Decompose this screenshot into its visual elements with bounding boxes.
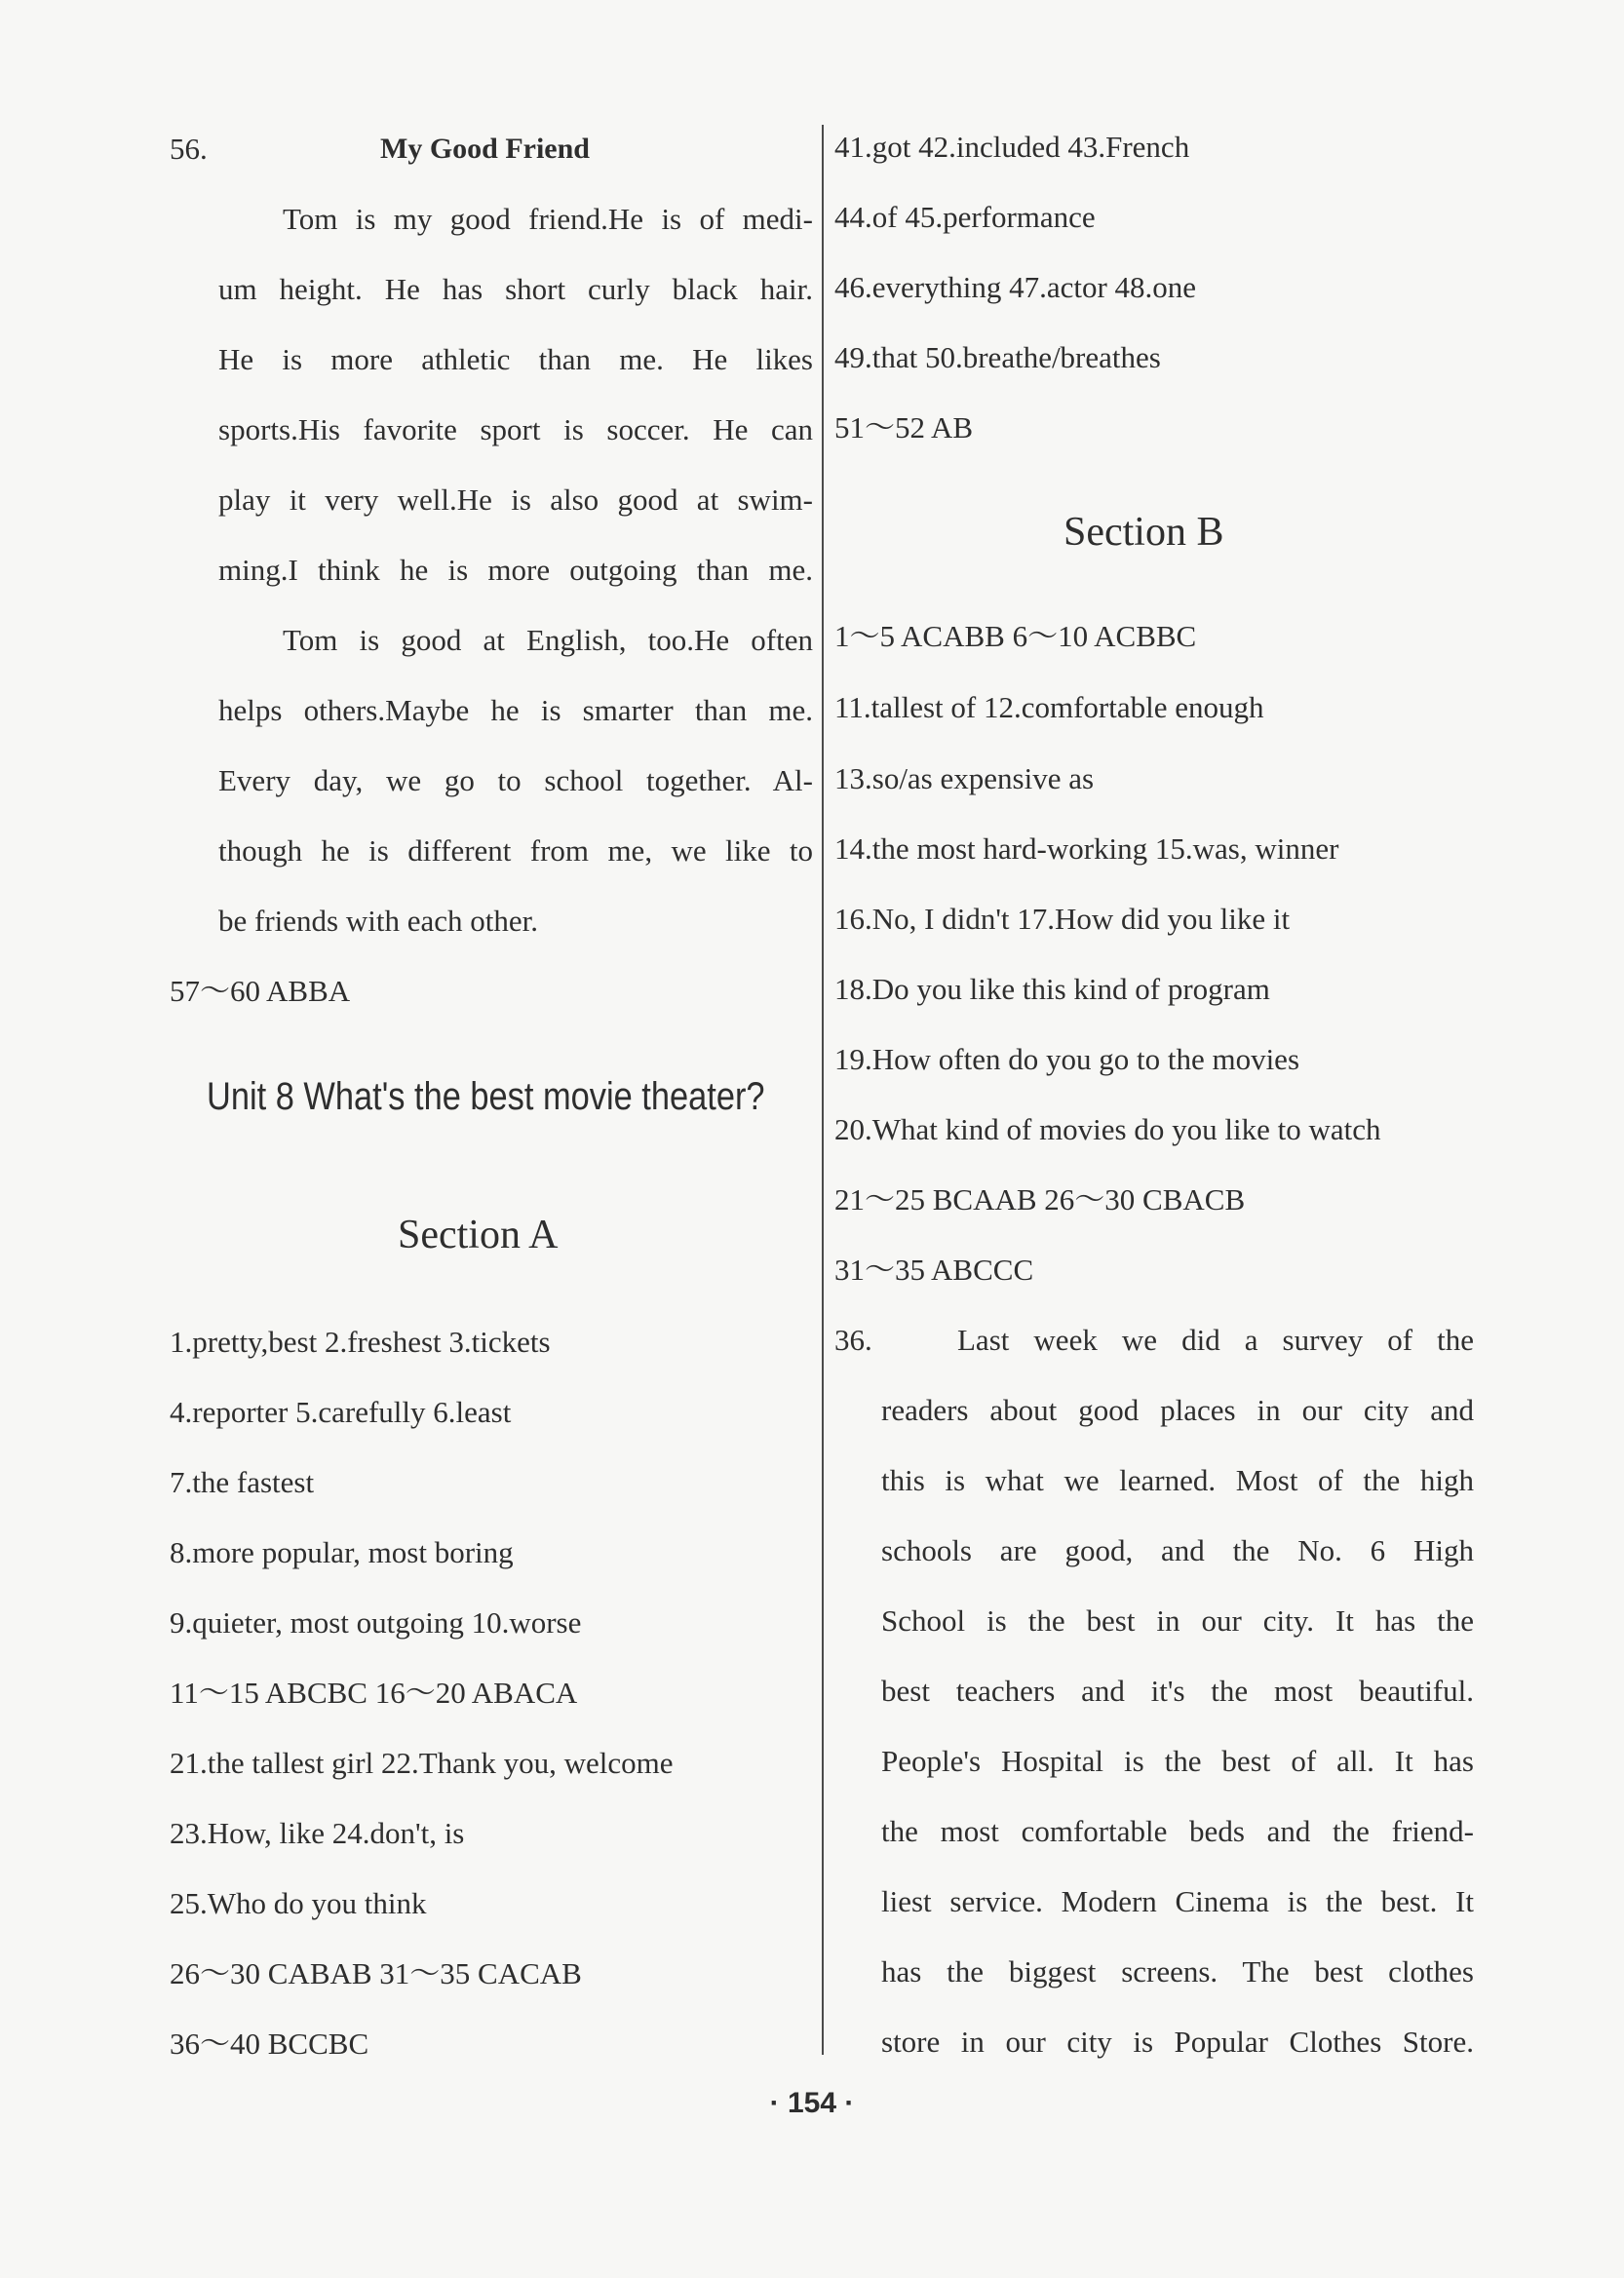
essay-number: 56. [170, 132, 208, 166]
essay-line: schools are good, and the No. 6 High [881, 1533, 1474, 1567]
section-b-title: Section B [1063, 510, 1224, 555]
essay-line: Tom is my good friend.He is of medi- [283, 202, 813, 236]
essay-line: People's Hospital is the best of all. It has [881, 1744, 1474, 1778]
answer-line: 57～60 ABBA [170, 974, 351, 1008]
essay-line: sports.His favorite sport is soccer. He can [218, 412, 813, 446]
essay-line: School is the best in our city. It has the [881, 1603, 1474, 1638]
answer-line: 8.more popular, most boring [170, 1535, 514, 1569]
answer-line: 19.How often do you go to the movies [834, 1042, 1300, 1076]
answer-line: 14.the most hard-working 15.was, winner [834, 831, 1339, 866]
essay-number: 36. [834, 1323, 872, 1357]
answer-line: 23.How, like 24.don't, is [170, 1816, 465, 1850]
essay-line: He is more athletic than me. He likes [218, 342, 813, 376]
answer-line: 16.No, I didn't 17.How did you like it [834, 902, 1291, 936]
answer-line: 20.What kind of movies do you like to watch [834, 1112, 1381, 1146]
essay-line: be friends with each other. [218, 904, 538, 938]
answer-line: 21～25 BCAAB 26～30 CBACB [834, 1182, 1246, 1216]
answer-line: 31～35 ABCCC [834, 1253, 1034, 1287]
column-divider [822, 125, 824, 2055]
answer-line: 1.pretty,best 2.freshest 3.tickets [170, 1325, 551, 1359]
essay-line: play it very well.He is also good at swim- [218, 483, 813, 517]
essay-line: Every day, we go to school together. Al- [218, 763, 813, 797]
answer-line: 46.everything 47.actor 48.one [834, 270, 1197, 304]
answer-line: 41.got 42.included 43.French [834, 130, 1190, 164]
answer-line: 36～40 BCCBC [170, 2027, 369, 2061]
essay-line: liest service. Modern Cinema is the best. It [881, 1884, 1474, 1918]
essay-line: the most comfortable beds and the friend- [881, 1814, 1474, 1848]
answer-line: 25.Who do you think [170, 1886, 427, 1920]
essay-line: readers about good places in our city and [881, 1393, 1474, 1427]
answer-line: 18.Do you like this kind of program [834, 972, 1270, 1006]
answer-line: 11～15 ABCBC 16～20 ABACA [170, 1676, 578, 1710]
essay-line: ming.I think he is more outgoing than me. [218, 553, 813, 587]
unit-title: Unit 8 What's the best movie theater? [207, 1075, 765, 1118]
essay-line: helps others.Maybe he is smarter than me. [218, 693, 813, 727]
answer-line: 51～52 AB [834, 410, 974, 444]
essay-line: Last week we did a survey of the [957, 1323, 1474, 1357]
answer-line: 49.that 50.breathe/breathes [834, 340, 1161, 374]
essay-line: though he is different from me, we like to [218, 833, 813, 868]
answer-line: 9.quieter, most outgoing 10.worse [170, 1605, 582, 1640]
essay-line: best teachers and it's the most beautiful. [881, 1674, 1474, 1708]
answer-line: 26～30 CABAB 31～35 CACAB [170, 1956, 582, 1990]
answer-line: 44.of 45.performance [834, 200, 1096, 234]
answer-line: 4.reporter 5.carefully 6.least [170, 1395, 512, 1429]
answer-line: 1～5 ACABB 6～10 ACBBC [834, 619, 1197, 653]
essay-title: My Good Friend [380, 133, 590, 165]
essay-line: this is what we learned. Most of the high [881, 1463, 1474, 1497]
answer-line: 13.so/as expensive as [834, 761, 1095, 795]
page-number: · 154 · [769, 2087, 855, 2119]
essay-line: store in our city is Popular Clothes Store. [881, 2025, 1474, 2059]
answer-line: 11.tallest of 12.comfortable enough [834, 690, 1264, 724]
answer-line: 7.the fastest [170, 1465, 315, 1499]
essay-line: has the biggest screens. The best clothes [881, 1954, 1474, 1988]
essay-line: um height. He has short curly black hair. [218, 272, 813, 306]
section-a-title: Section A [398, 1213, 559, 1257]
answer-line: 21.the tallest girl 22.Thank you, welcome [170, 1746, 674, 1780]
essay-line: Tom is good at English, too.He often [283, 623, 813, 657]
